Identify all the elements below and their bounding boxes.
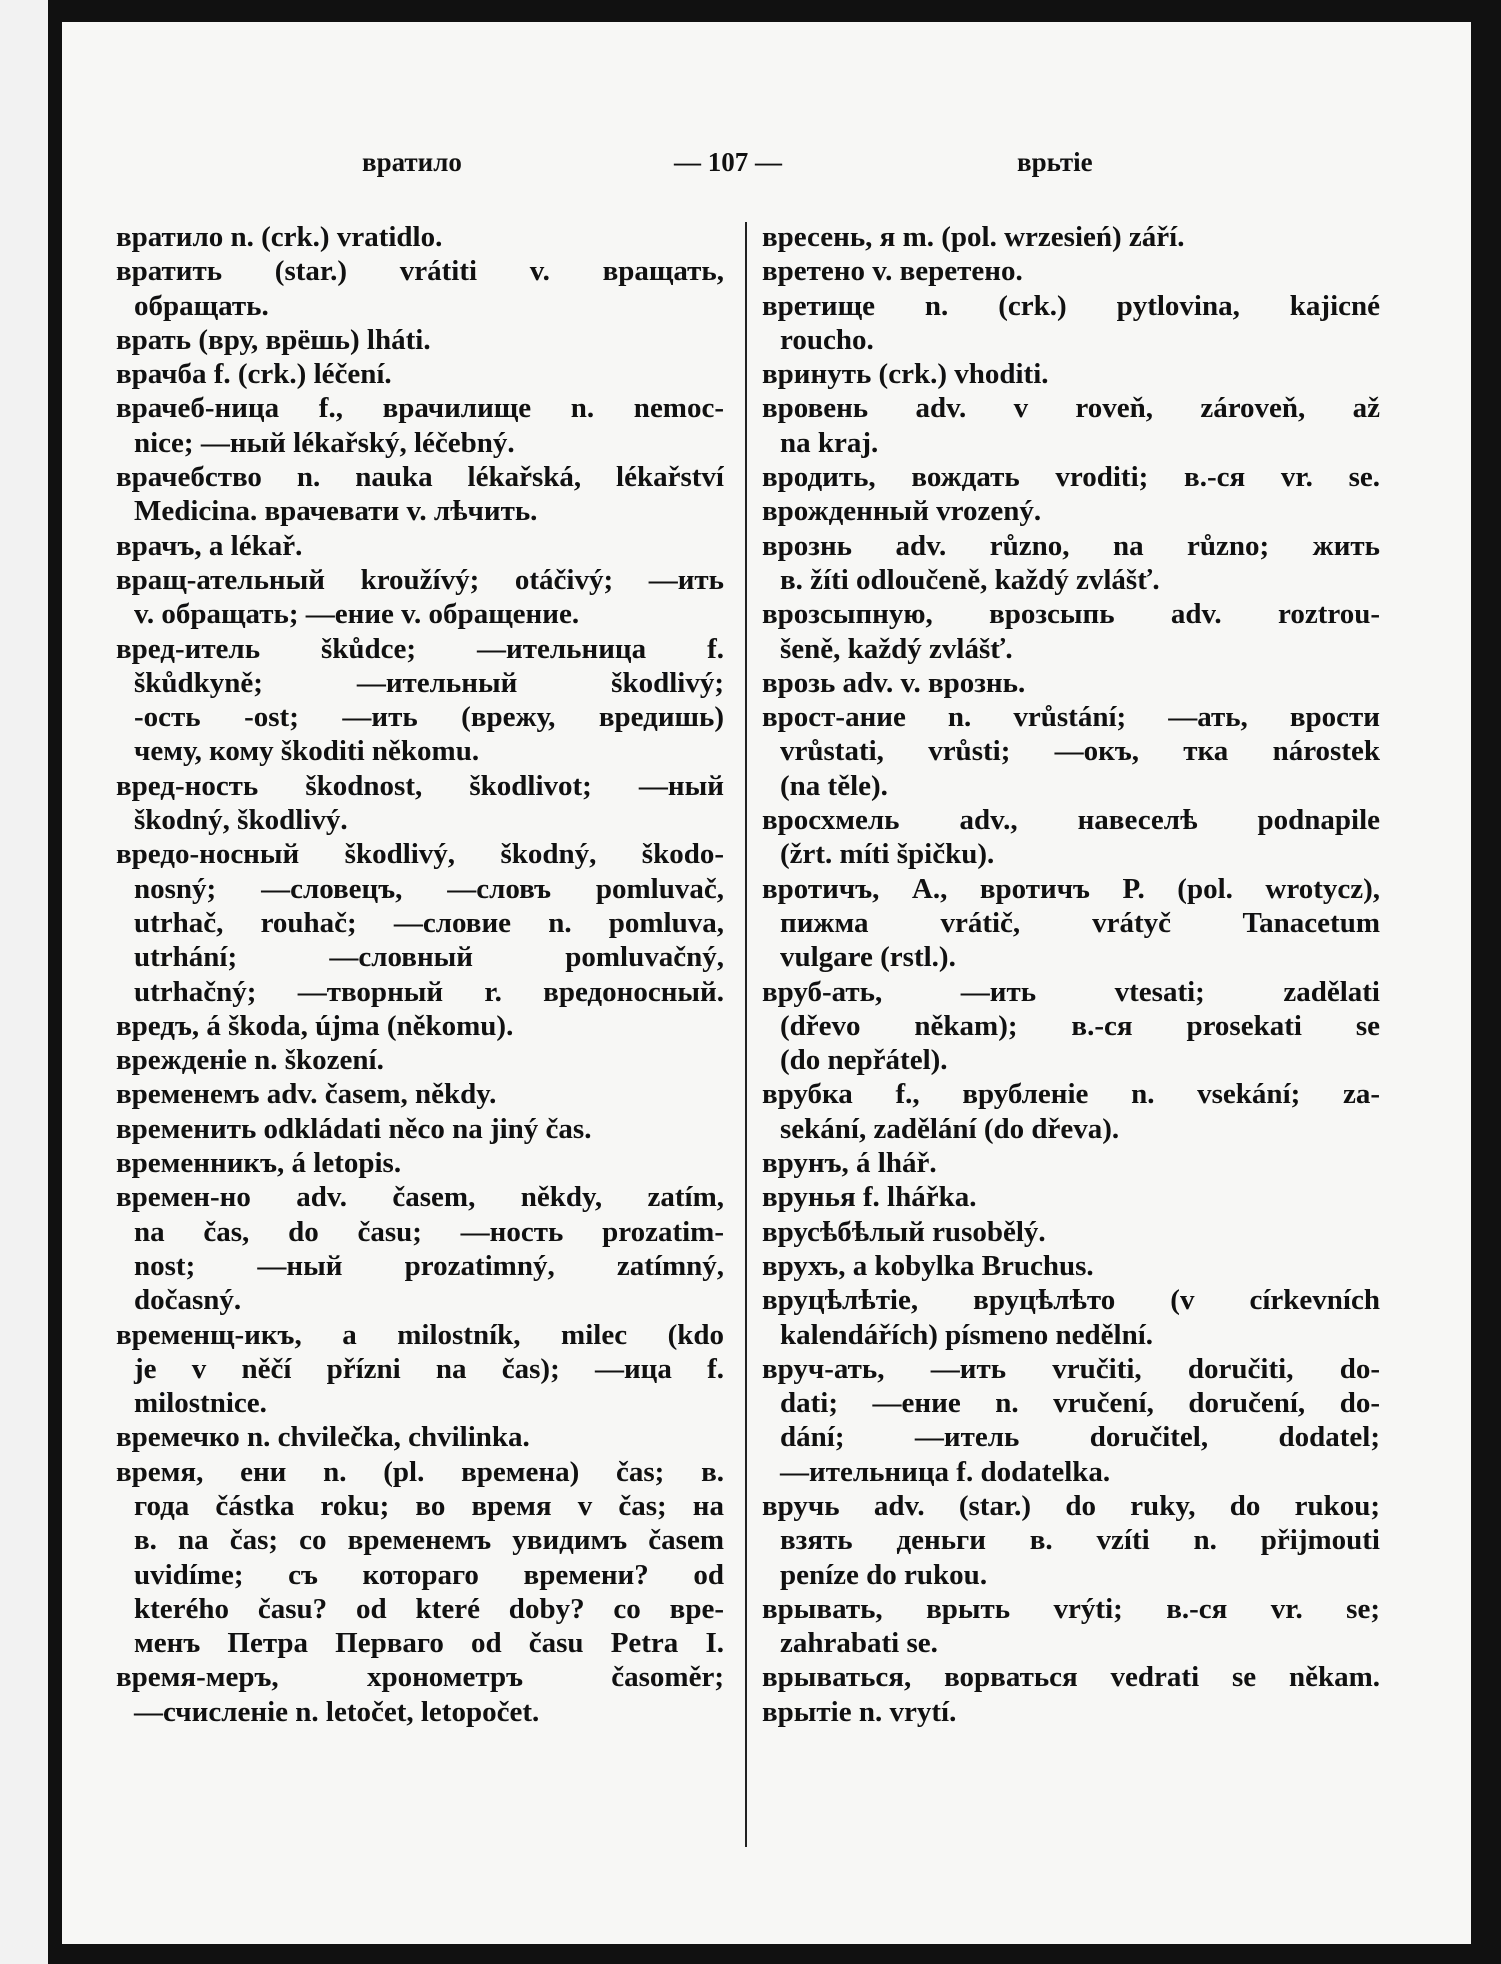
entry-line: utrhačný; —творный r. вредоносный.	[134, 975, 724, 1008]
left-guide-word: вратило	[362, 147, 462, 177]
entry-line: врытie n. vrytí.	[762, 1695, 957, 1728]
entry-line: -ость -ost; —ить (врежу, вредишь)	[134, 701, 724, 734]
column-divider	[745, 222, 747, 1847]
dictionary-page	[62, 22, 1471, 1944]
entry-line: вредо-носный škodlivý, škodný, škodo-	[116, 838, 724, 871]
entry-line: врунъ, á lhář.	[762, 1147, 937, 1180]
entry-line: peníze do rukou.	[780, 1558, 988, 1591]
entry-line: вретище n. (crk.) pytlovina, kajicné	[762, 289, 1380, 322]
entry-line: (do nepřátel).	[780, 1044, 948, 1077]
entry-line: чему, кому škoditi někomu.	[134, 735, 480, 768]
entry-line: вручь adv. (star.) do ruky, do rukou;	[762, 1489, 1380, 1522]
entry-line: вредъ, á škoda, újma (někomu).	[116, 1009, 514, 1042]
left-column	[116, 220, 724, 1729]
entry-line: je v něčí přízni na čas); —ица f.	[134, 1352, 724, 1385]
entry-line: na čas, do času; —ность prozatim-	[134, 1215, 724, 1248]
entry-line: вросхмель adv., навеселѣ podnapile	[762, 804, 1380, 837]
entry-line: utrhač, rouhač; —словие n. pomluva,	[134, 906, 724, 939]
entry-line: uvidíme; съ котораго времени? od	[134, 1558, 724, 1591]
entry-line: вратило n. (crk.) vratidlo.	[116, 221, 443, 253]
entry-line: врухъ, a kobylka Bruchus.	[762, 1249, 1094, 1282]
entry-line: врунья f. lhářka.	[762, 1181, 977, 1214]
entry-line: времен-но adv. časem, někdy, zatím,	[116, 1181, 724, 1214]
entry-line: вровень adv. v roveň, zároveň, až	[762, 392, 1380, 425]
entry-line: škůdkyně; —ительный škodlivý;	[134, 666, 724, 699]
entry-line: na kraj.	[780, 426, 879, 459]
entry-line: (žrt. míti špičku).	[780, 838, 995, 871]
entry-line: врачба f. (crk.) léčení.	[116, 358, 392, 391]
entry-line: zahrabati se.	[780, 1627, 938, 1660]
entry-line: вротичъ, A., вротичъ P. (pol. wrotycz),	[762, 872, 1380, 905]
entry-line: nosný; —словецъ, —словъ pomluvač,	[134, 872, 724, 905]
entry-line: nost; —ный prozatimný, zatímný,	[134, 1249, 724, 1282]
entry-line: взять деньги в. vzíti n. přijmouti	[780, 1524, 1380, 1557]
entry-line: nice; —ный lékařský, léčebný.	[134, 426, 515, 459]
entry-line: времечко n. chvilečka, chvilinka.	[116, 1421, 530, 1454]
page-number: — 107 —	[674, 147, 782, 177]
entry-line: (dřevo někam); в.-ся prosekati se	[780, 1009, 1380, 1042]
entry-line: вруб-ать, —ить vtesati; zadělati	[762, 975, 1380, 1008]
entry-line: вращ-ательный kroužívý; otáčivý; —ить	[116, 563, 724, 596]
entry-line: sekání, zadělání (do dřeva).	[780, 1112, 1120, 1145]
entry-line: вратить (star.) vrátiti v. вращать,	[116, 255, 724, 288]
entry-line: вресень, я m. (pol. wrzesień) září.	[762, 221, 1185, 253]
entry-line: vulgare (rstl.).	[780, 941, 956, 974]
entry-line: врозсыпную, врозсыпь adv. roztrou-	[762, 598, 1380, 631]
entry-line: roucho.	[780, 323, 874, 356]
entry-line: года částka roku; во время v čas; на	[134, 1489, 724, 1522]
entry-line: kalendářích) písmeno nedělní.	[780, 1318, 1154, 1351]
entry-line: врежденie n. škození.	[116, 1044, 384, 1077]
entry-line: врачеб-ница f., врачилище n. nemoc-	[116, 392, 724, 425]
entry-line: вред-итель škůdce; —ительница f.	[116, 632, 724, 665]
entry-line: в. na čas; со временемъ увидимъ časem	[134, 1524, 724, 1557]
entry-line: škodný, škodlivý.	[134, 804, 348, 837]
entry-line: dání; —итель doručitel, dodatel;	[780, 1421, 1380, 1454]
entry-line: врост-ание n. vrůstání; —ать, врости	[762, 701, 1380, 734]
entry-line: —ительница f. dodatelka.	[780, 1455, 1111, 1488]
entry-line: врать (вру, врёшь) lháti.	[116, 323, 431, 356]
entry-line: šeně, každý zvlášť.	[780, 632, 1013, 665]
entry-line: vrůstati, vrůsti; —окъ, тка nárostek	[780, 735, 1380, 768]
right-column	[762, 220, 1380, 1729]
entry-line: обращать.	[134, 289, 269, 322]
entry-line: milostnice.	[134, 1387, 267, 1420]
entry-line: врожденный vrozený.	[762, 495, 1042, 528]
entry-line: временникъ, á letopis.	[116, 1147, 402, 1180]
entry-line: временщ-икъ, a milostník, milec (kdo	[116, 1318, 724, 1351]
entry-line: (na těle).	[780, 769, 888, 802]
entry-line: kterého času? od které doby? co вре-	[134, 1592, 724, 1625]
entry-line: врубка f., врубленie n. vsekání; za-	[762, 1078, 1380, 1111]
entry-line: врываться, ворваться vedrati se někam.	[762, 1661, 1380, 1694]
entry-line: dati; —ение n. vručení, doručení, do-	[780, 1387, 1380, 1420]
entry-line: вродить, вождать vroditi; в.-ся vr. se.	[762, 461, 1380, 494]
entry-line: вринуть (crk.) vhoditi.	[762, 358, 1049, 391]
entry-line: врознь adv. různo, na různo; жить	[762, 529, 1380, 562]
entry-line: врывать, врыть vrýti; в.-ся vr. se;	[762, 1592, 1380, 1625]
adjacent-page-edge	[0, 0, 48, 1964]
entry-line: вруч-ать, —ить vručiti, doručiti, do-	[762, 1352, 1380, 1385]
entry-line: время, ени n. (pl. времена) čas; в.	[116, 1455, 724, 1488]
entry-line: врачебство n. nauka lékařská, lékařství	[116, 461, 724, 494]
entry-line: dočasný.	[134, 1284, 242, 1317]
entry-line: временить odkládati něco na jiný čas.	[116, 1112, 592, 1145]
entry-line: пижма vrátič, vrátyč Tanacetum	[780, 906, 1380, 939]
right-guide-word: врьтie	[1017, 147, 1093, 177]
running-header	[62, 142, 1471, 182]
entry-line: вред-ность škodnost, škodlivot; —ный	[116, 769, 724, 802]
entry-line: —счисленie n. letočet, letopočet.	[134, 1695, 540, 1728]
entry-line: Medicina. врачевати v. лѣчить.	[134, 495, 538, 528]
entry-line: v. обращать; —ение v. обращение.	[134, 598, 580, 631]
entry-line: вруцѣлѣтie, вруцѣлѣто (v církevních	[762, 1284, 1380, 1317]
entry-line: врусѣбѣлый rusobělý.	[762, 1215, 1046, 1248]
entry-line: время-меръ, хронометръ časoměr;	[116, 1661, 724, 1694]
entry-line: временемъ adv. časem, někdy.	[116, 1078, 497, 1111]
entry-line: врачъ, a lékař.	[116, 529, 303, 562]
entry-line: вретено v. веретено.	[762, 255, 1023, 288]
entry-line: utrhání; —словный pomluvačný,	[134, 941, 724, 974]
entry-line: врозь adv. v. врознь.	[762, 666, 1026, 699]
entry-line: в. žíti odloučeně, každý zvlášť.	[780, 563, 1160, 596]
entry-line: менъ Петра Перваго od času Petra I.	[134, 1627, 724, 1660]
